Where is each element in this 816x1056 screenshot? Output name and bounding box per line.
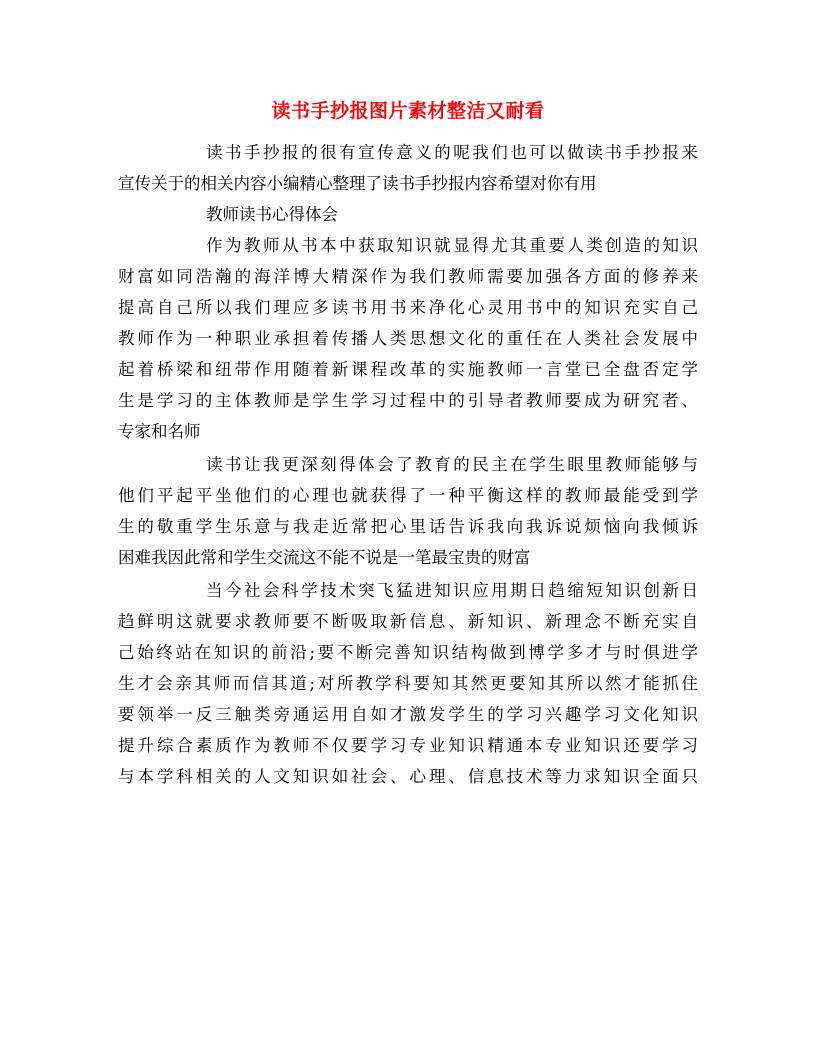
text-line: 困难我因此常和学生交流这不能不说是一笔最宝贵的财富 xyxy=(118,548,531,567)
text-line: 与本学科相关的人文知识如社会、心理、信息技术等力求知识全面只 xyxy=(118,767,698,786)
text-line: 起着桥梁和纽带作用随着新课程改革的实施教师一言堂已全盘否定学 xyxy=(118,360,698,379)
text-line: 他们平起平坐他们的心理也就获得了一种平衡这样的教师最能受到学 xyxy=(118,486,698,505)
text-line: 生是学习的主体教师是学生学习过程中的引导者教师要成为研究者、 xyxy=(118,391,698,410)
text-line: 读书让我更深刻得体会了教育的民主在学生眼里教师能够与 xyxy=(206,455,698,474)
text-line: 要领举一反三触类旁通运用自如才激发学生的学习兴趣学习文化知识 xyxy=(118,705,698,724)
text-line: 提高自己所以我们理应多读书用书来净化心灵用书中的知识充实自己 xyxy=(118,298,698,317)
text-line: 专家和名师 xyxy=(118,422,201,441)
text-line: 作为教师从书本中获取知识就显得尤其重要人类创造的知识 xyxy=(206,236,698,255)
document-body xyxy=(118,137,698,792)
paragraph-society xyxy=(118,575,698,792)
section-heading: 教师读书心得体会 xyxy=(206,205,338,224)
text-line: 生才会亲其师而信其道;对所教学科要知其然更要知其所以然才能抓住 xyxy=(118,674,698,693)
text-line: 生的敬重学生乐意与我走近常把心里话告诉我向我诉说烦恼向我倾诉 xyxy=(118,517,698,536)
paragraph-heading xyxy=(118,199,698,230)
text-line: 趋鲜明这就要求教师要不断吸取新信息、新知识、新理念不断充实自 xyxy=(118,612,698,631)
text-line: 己始终站在知识的前沿;要不断完善知识结构做到博学多才与时俱进学 xyxy=(118,643,698,662)
text-line: 教师作为一种职业承担着传播人类思想文化的重任在人类社会发展中 xyxy=(118,329,698,348)
text-line: 宣传关于的相关内容小编精心整理了读书手抄报内容希望对你有用 xyxy=(118,174,597,193)
paragraph-teacher-knowledge xyxy=(118,230,698,447)
text-line: 读书手抄报的很有宣传意义的呢我们也可以做读书手抄报来 xyxy=(206,143,698,162)
paragraph-intro xyxy=(118,137,698,199)
document-title: 读书手抄报图片素材整洁又耐看 xyxy=(271,100,545,122)
paragraph-democracy xyxy=(118,449,698,573)
text-line: 财富如同浩瀚的海洋博大精深作为我们教师需要加强各方面的修养来 xyxy=(118,267,698,286)
text-line: 当今社会科学技术突飞猛进知识应用期日趋缩短知识创新日 xyxy=(206,581,698,600)
text-line: 提升综合素质作为教师不仅要学习专业知识精通本专业知识还要学习 xyxy=(118,736,698,755)
